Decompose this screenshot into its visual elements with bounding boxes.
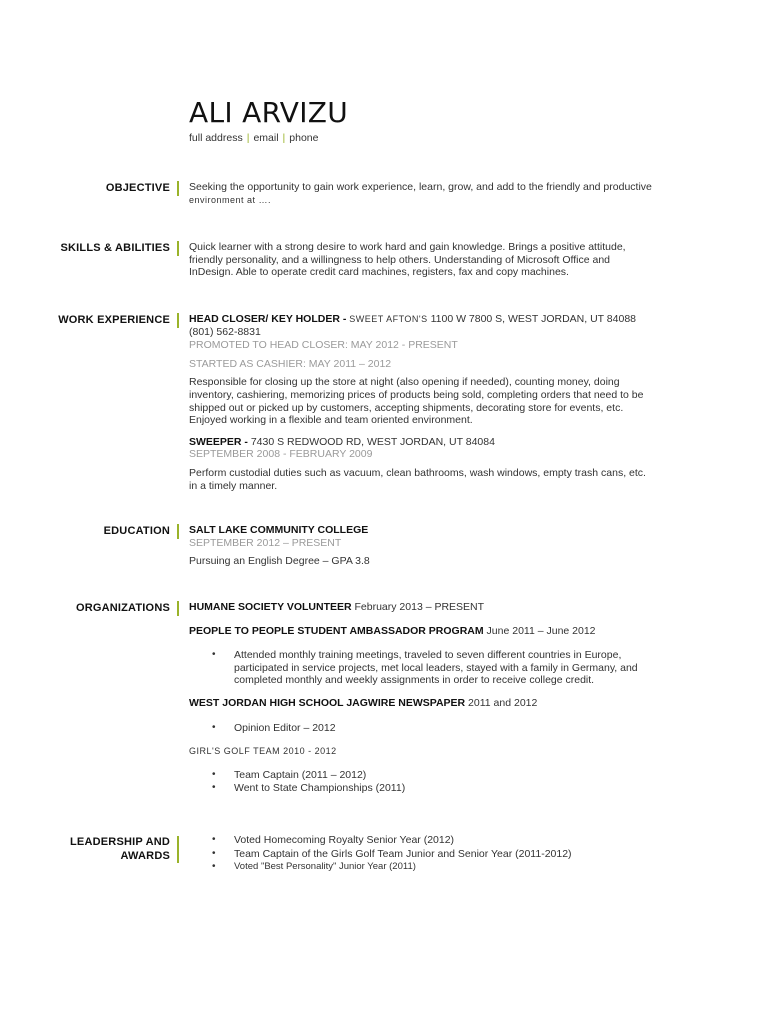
leadership-label-line1: LEADERSHIP AND bbox=[70, 836, 170, 848]
job-address: 7430 S REDWOOD RD, WEST JORDAN, UT 84084 bbox=[250, 435, 495, 448]
job-title: HEAD CLOSER/ KEY HOLDER - bbox=[189, 313, 350, 325]
job-description: Responsible for closing up the store at night (also opening if needed), counting money, doing inventory, cashiering, memorizing prices of products being sold, completing orders that need to be shipped out or picked up by customers, accepting shipments, decorating store for events, etc. Enjoyed working in a flexible and team oriented environment. bbox=[189, 376, 644, 427]
section-divider bbox=[177, 313, 179, 328]
org-name: PEOPLE TO PEOPLE STUDENT AMBASSADOR PROGRAM bbox=[189, 624, 484, 637]
list-item: • Team Captain (2011 – 2012) bbox=[234, 769, 659, 782]
objective-line2: environment at …. bbox=[189, 194, 272, 205]
contact-separator: | bbox=[246, 132, 250, 144]
org-name: WEST JORDAN HIGH SCHOOL JAGWIRE NEWSPAPER bbox=[189, 696, 466, 709]
contact-phone: phone bbox=[289, 132, 319, 144]
work-label: WORK EXPERIENCE bbox=[58, 314, 170, 326]
leadership-label bbox=[20, 835, 170, 863]
awards-list bbox=[189, 834, 659, 874]
organizations-label: ORGANIZATIONS bbox=[75, 602, 170, 614]
job-heading bbox=[189, 313, 659, 326]
job-phone: (801) 562-8831 bbox=[189, 325, 261, 338]
job-dates: PROMOTED TO HEAD CLOSER: MAY 2012 - PRESENT bbox=[189, 339, 458, 352]
org-dates: 2011 and 2012 bbox=[465, 696, 538, 709]
org-heading bbox=[189, 697, 659, 710]
org-name: HUMANE SOCIETY VOLUNTEER bbox=[189, 601, 352, 613]
contact-email: email bbox=[253, 132, 279, 144]
list-item: • Opinion Editor – 2012 bbox=[234, 722, 659, 735]
section-divider bbox=[177, 524, 179, 539]
section-divider bbox=[177, 601, 179, 616]
org-bullet-list bbox=[189, 649, 654, 687]
resume-name: ALI ARVIZU bbox=[189, 96, 349, 129]
job-dates: STARTED AS CASHIER: MAY 2011 – 2012 bbox=[189, 357, 392, 370]
objective-label: OBJECTIVE bbox=[105, 182, 170, 194]
skills-text: Quick learner with a strong desire to work hard and gain knowledge. Brings a positive attitude, friendly personality, and a willingness to help others. Understanding of Microsoft Office and InDesign. Able to operate credit card machines, registers, fax and copy machines. bbox=[189, 241, 626, 279]
job-heading bbox=[189, 436, 659, 449]
list-item: • Went to State Championships (2011) bbox=[234, 782, 659, 795]
leadership-label-line2: AWARDS bbox=[120, 850, 170, 862]
objective-line1: Seeking the opportunity to gain work experience, learn, grow, and add to the friendly and productive bbox=[189, 181, 652, 193]
contact-line bbox=[189, 132, 318, 145]
section-divider bbox=[177, 241, 179, 256]
contact-separator: | bbox=[282, 132, 286, 144]
organizations-content bbox=[189, 601, 659, 795]
org-heading bbox=[189, 601, 659, 614]
leadership-content bbox=[189, 834, 659, 874]
org-bullet-list bbox=[189, 769, 659, 795]
skills-label: SKILLS & ABILITIES bbox=[60, 242, 170, 254]
contact-address: full address bbox=[189, 132, 243, 144]
list-item: • Team Captain of the Girls Golf Team Junior and Senior Year (2011-2012) bbox=[234, 848, 659, 861]
org-bullet-list bbox=[189, 722, 659, 735]
education-label: EDUCATION bbox=[103, 525, 170, 537]
list-item: • Attended monthly training meetings, traveled to seven different countries in Europe, participated in service projects, met local leaders, stayed with a family in Germany, and completed monthly and weekly assignments in order to receive college credit. bbox=[234, 649, 654, 687]
org-heading: GIRL'S GOLF TEAM 2010 - 2012 bbox=[189, 746, 337, 757]
education-dates: SEPTEMBER 2012 – PRESENT bbox=[189, 536, 342, 549]
school-name: SALT LAKE COMMUNITY COLLEGE bbox=[189, 524, 369, 536]
work-content bbox=[189, 313, 659, 492]
org-dates: February 2013 – PRESENT bbox=[351, 601, 485, 613]
section-divider bbox=[177, 181, 179, 196]
job-address: 1100 W 7800 S, WEST JORDAN, UT 84088 bbox=[427, 313, 636, 325]
objective-text bbox=[189, 181, 659, 206]
job-employer: SWEET AFTON'S bbox=[349, 314, 428, 324]
job-title: SWEEPER - bbox=[189, 435, 251, 448]
education-detail: Pursuing an English Degree – GPA 3.8 bbox=[189, 555, 370, 568]
list-item: • Voted "Best Personality" Junior Year (2011) bbox=[234, 861, 659, 874]
job-description: Perform custodial duties such as vacuum, clean bathrooms, wash windows, empty trash cans, etc. in a timely manner. bbox=[189, 466, 646, 492]
list-item: • Voted Homecoming Royalty Senior Year (2012) bbox=[234, 834, 659, 847]
section-divider bbox=[177, 836, 179, 863]
org-heading bbox=[189, 625, 659, 638]
org-dates: June 2011 – June 2012 bbox=[483, 624, 596, 637]
job-dates: SEPTEMBER 2008 - FEBRUARY 2009 bbox=[189, 448, 373, 461]
education-content bbox=[189, 524, 659, 568]
